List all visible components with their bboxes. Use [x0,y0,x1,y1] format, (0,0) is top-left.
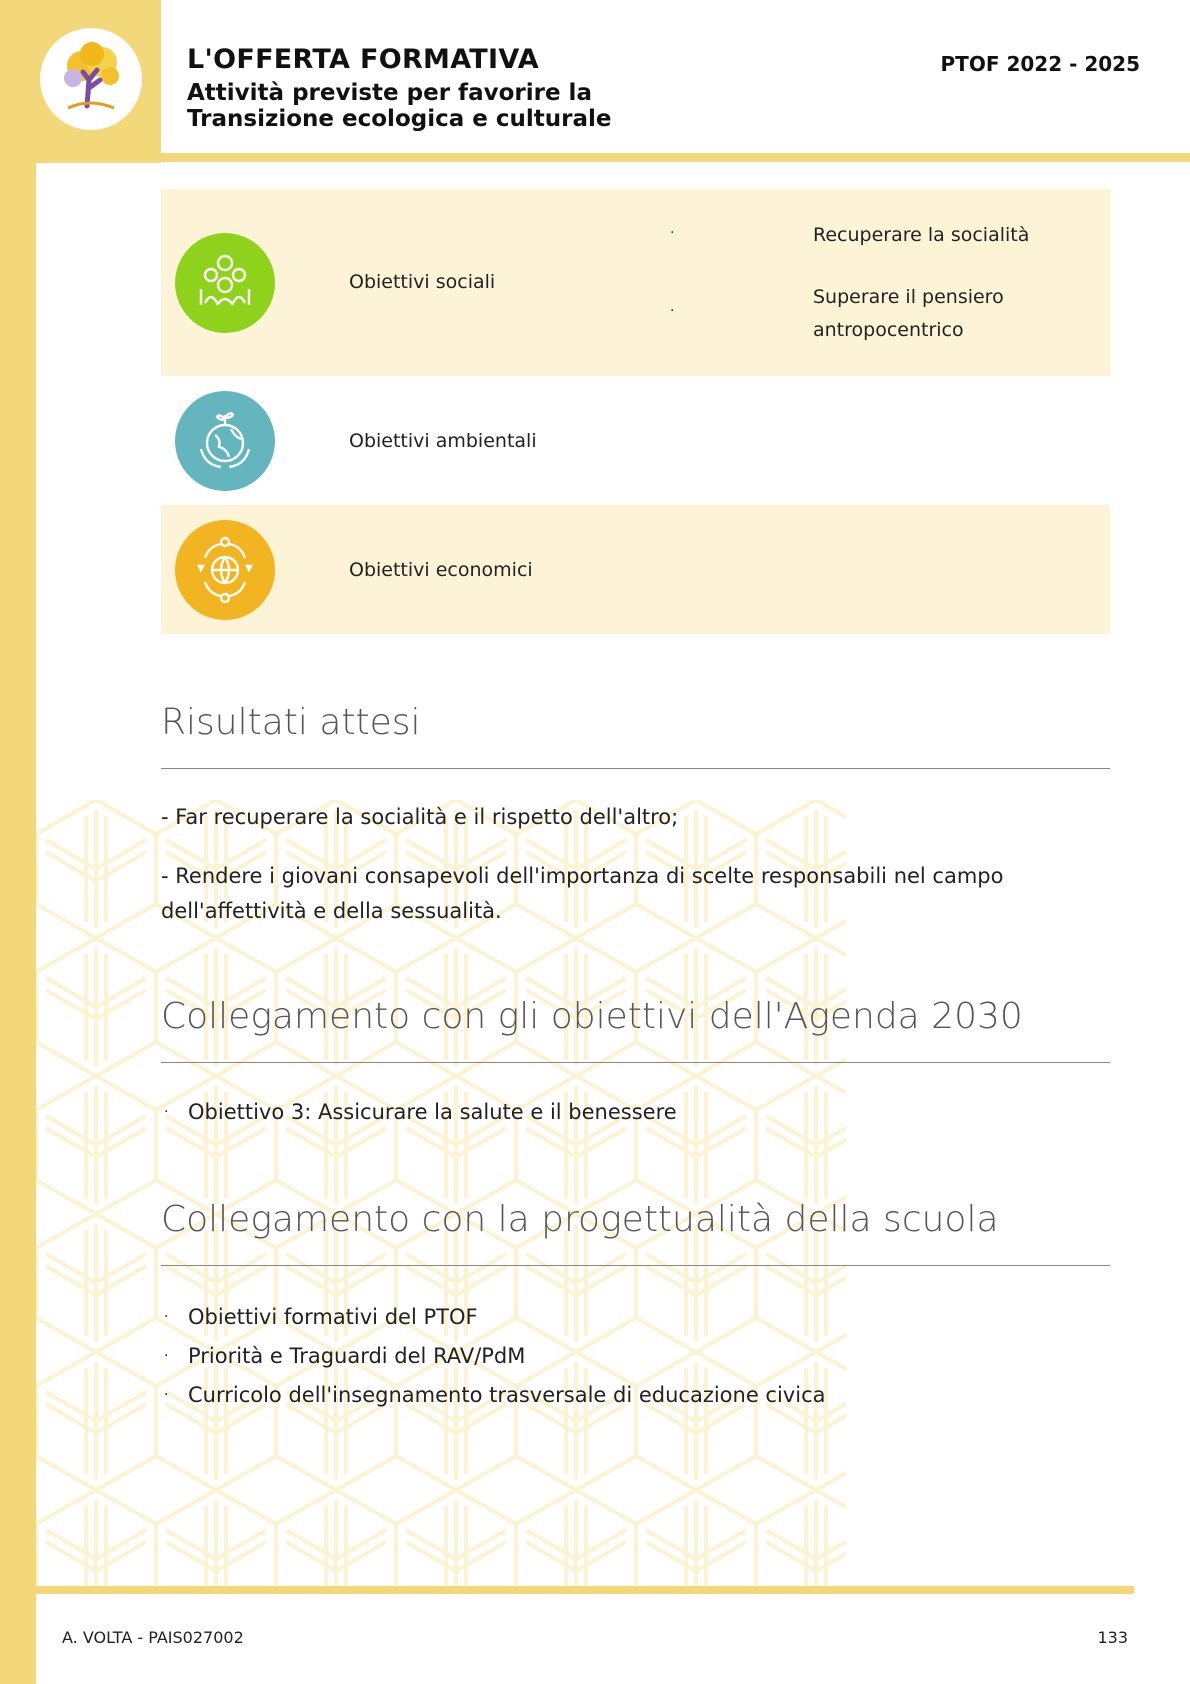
list-item-text: Obiettivo 3: Assicurare la salute e il benessere [188,1100,677,1124]
bullet-mark: · [164,1348,169,1364]
list-item-text: Priorità e Traguardi del RAV/PdM [188,1344,526,1368]
paragraph: - Rendere i giovani consapevoli dell'importanza di scelte responsabili nel campo dell'affettività e della sessualità. [161,864,1004,923]
school-logo [40,28,142,130]
agenda-list [161,1093,1021,1132]
page-number: 133 [1097,1628,1128,1647]
objective-label: Obiettivi economici [349,559,533,581]
objective-item: Recuperare la socialità [813,224,1030,246]
objective-label: Obiettivi sociali [349,271,496,293]
list-item [161,1337,1021,1376]
paragraph: - Far recuperare la socialità e il rispetto dell'altro; [161,805,679,829]
objective-row-ambientali [161,376,1110,505]
community-icon [175,233,275,333]
list-item [161,1093,1021,1132]
objective-row-economici [161,505,1110,634]
section-title-risultati: Risultati attesi [161,702,421,743]
section-title-agenda: Collegamento con gli obiettivi dell'Agenda 2030 [161,996,1023,1037]
ptof-badge: PTOF 2022 - 2025 [940,52,1140,76]
bullet-mark: · [670,225,675,241]
objective-item: Superare il pensiero antropocentrico [813,286,1004,341]
section-title-progettualita: Collegamento con la progettualità della scuola [161,1199,999,1240]
page-subtitle: Attività previste per favorire la Transizione ecologica e culturale [187,80,612,132]
footer-school: A. VOLTA - PAIS027002 [62,1628,244,1647]
progettualita-list [161,1298,1021,1415]
section-divider [161,1265,1110,1266]
globe-cycle-icon [175,520,275,620]
objective-label: Obiettivi ambientali [349,430,537,452]
tree-logo-icon [40,28,142,130]
list-item [161,1298,1021,1337]
bullet-mark: · [164,1104,169,1120]
list-item-text: Obiettivi formativi del PTOF [188,1305,478,1329]
earth-hands-icon [175,391,275,491]
list-item-text: Curricolo dell'insegnamento trasversale di educazione civica [188,1383,826,1407]
list-item [161,1376,1021,1415]
bullet-mark: · [670,303,675,319]
bullet-mark: · [164,1387,169,1403]
left-decorative-band [0,0,36,1684]
header-rule [36,153,1190,162]
logo-block [0,0,161,163]
objective-row-sociali [161,189,1110,376]
page-title: L'OFFERTA FORMATIVA [187,44,539,75]
section-divider [161,1062,1110,1063]
footer-rule [36,1586,1134,1594]
section-divider [161,768,1110,769]
bullet-mark: · [164,1309,169,1325]
